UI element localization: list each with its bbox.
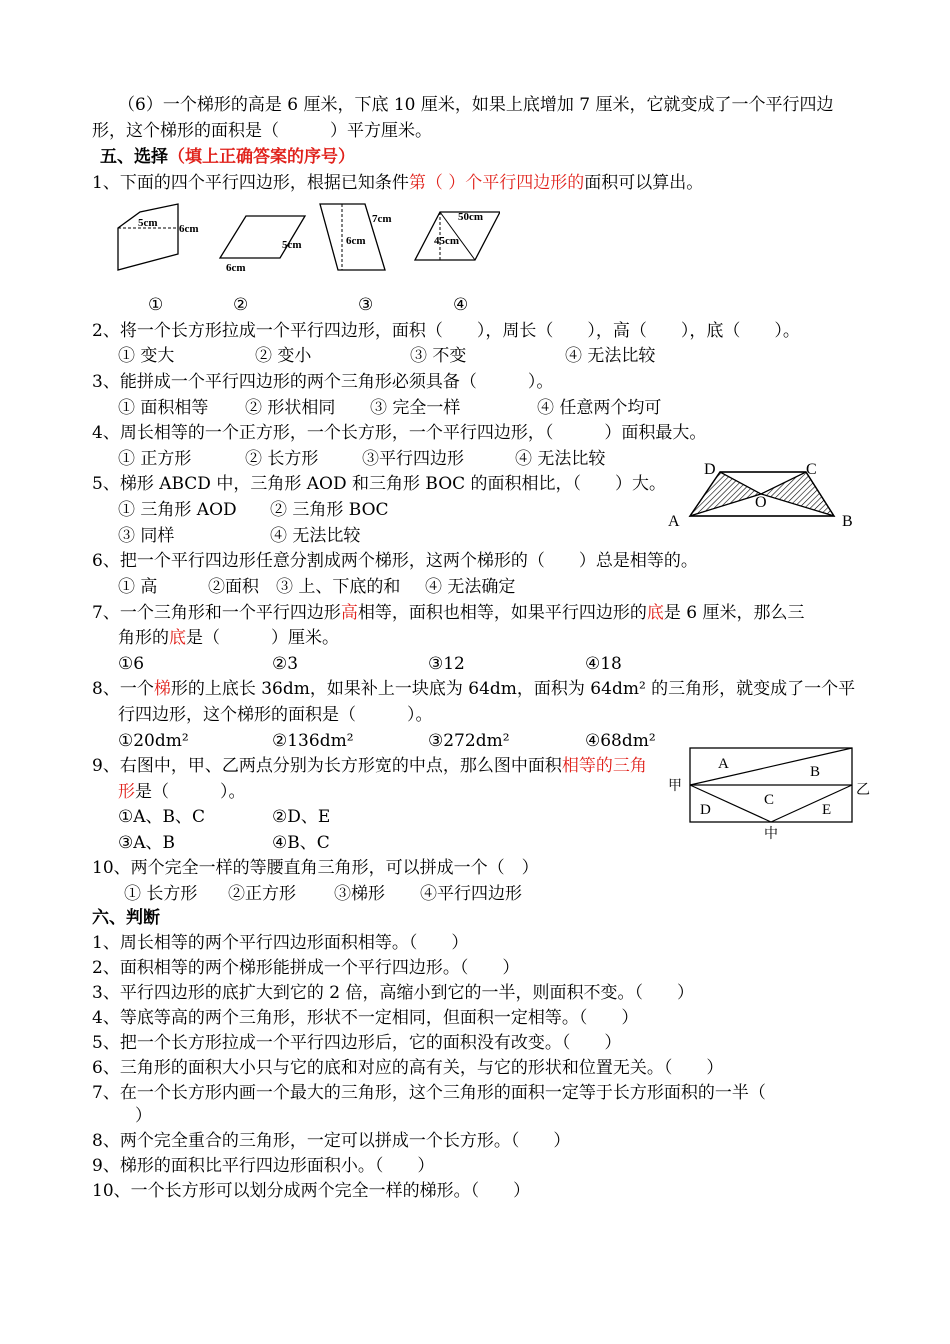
judge-item-4: 4、等底等高的两个三角形，形状不一定相同，但面积一定相等。（ ） — [92, 1008, 639, 1028]
region-a-label: A — [718, 756, 729, 772]
q9-option-2: ②D、E — [272, 807, 331, 827]
figure-1-shape — [118, 204, 178, 270]
q5-option-2: ② 三角形 BOC — [270, 500, 389, 520]
q3-text: 3、能拼成一个平行四边形的两个三角形必须具备（ ）。 — [92, 372, 554, 392]
q8-line1 — [92, 678, 855, 700]
q7-option-1: ①6 — [118, 654, 145, 674]
figure-2-label-b: 6cm — [226, 262, 246, 274]
q3-option-4: ④ 任意两个均可 — [537, 398, 662, 418]
q8-option-2: ②136dm² — [272, 731, 354, 751]
q9-part-d: 是（ ）。 — [135, 782, 246, 802]
q9-line1 — [92, 755, 647, 777]
q7-option-2: ②3 — [272, 654, 299, 674]
figure-2-number: ② — [233, 295, 249, 315]
q7-part-a: 7、一个三角形和一个平行四边形 — [92, 603, 341, 623]
q3-option-1: ① 面积相等 — [118, 398, 209, 418]
q2-option-2: ② 变小 — [255, 346, 312, 366]
judge-item-10: 10、一个长方形可以划分成两个完全一样的梯形。（ ） — [92, 1181, 531, 1201]
q7-part-b: 高 — [340, 603, 358, 623]
q1-part-b: 第（ ）个平行四边形的 — [408, 173, 585, 193]
q1-part-a: 1、下面的四个平行四边形，根据已知条件 — [92, 173, 409, 193]
point-c-label: C — [806, 461, 817, 478]
figure-1-label-b: 6cm — [179, 223, 199, 235]
q6-option-4: ④ 无法确定 — [425, 577, 516, 597]
q4-option-2: ② 长方形 — [245, 449, 319, 469]
q7-line1 — [92, 602, 804, 624]
judge-item-1: 1、周长相等的两个平行四边形面积相等。（ ） — [92, 933, 469, 953]
fill-question-6-line1: （6）一个梯形的高是 6 厘米，下底 10 厘米，如果上底增加 7 厘米，它就变成了一个平行四边 — [118, 95, 834, 115]
q2-text: 2、将一个长方形拉成一个平行四边形，面积（ ），周长（ ），高（ ），底（ ）。 — [92, 321, 800, 341]
section-5-title: 五、选择 — [100, 147, 168, 167]
judge-item-9: 9、梯形的面积比平行四边形面积小。（ ） — [92, 1156, 435, 1176]
section-5-title-note: （填上正确答案的序号） — [168, 147, 355, 167]
figure-3-number: ③ — [358, 295, 374, 315]
point-jia-label: 甲 — [668, 779, 682, 794]
figure-4-number: ④ — [453, 295, 469, 315]
q1-text — [92, 172, 703, 194]
figure-2-label-a: 5cm — [282, 239, 302, 251]
figure-3-label-a: 7cm — [372, 213, 392, 225]
q2-option-3: ③ 不变 — [410, 346, 467, 366]
q5-option-4: ④ 无法比较 — [270, 526, 361, 546]
figure-3-label-b: 6cm — [346, 235, 366, 247]
region-c-label: C — [764, 792, 775, 808]
q7-part-c: 相等，面积也相等，如果平行四边形的 — [357, 603, 647, 623]
rectangle-triangles-figure — [664, 744, 874, 844]
region-e-label: E — [822, 802, 832, 818]
point-zhong-label: 中 — [764, 827, 778, 842]
q3-option-2: ② 形状相同 — [245, 398, 336, 418]
q6-option-1: ① 高 — [118, 577, 158, 597]
trapezoid-abcd-figure — [664, 456, 864, 532]
q2-option-1: ① 变大 — [118, 346, 175, 366]
q10-text: 10、两个完全一样的等腰直角三角形，可以拼成一个（ ） — [92, 858, 539, 878]
q1-part-c: 面积可以算出。 — [584, 173, 704, 193]
q9-option-3: ③A、B — [118, 833, 176, 853]
point-a-label: A — [668, 513, 680, 530]
section-6-title: 六、判断 — [92, 908, 160, 928]
q7-part-g: 底 — [169, 628, 186, 648]
q8-part-c: 形的上底长 36dm，如果补上一块底为 64dm，面积为 64dm² 的三角形，就变成了一个平 — [170, 679, 856, 699]
q6-option-2: ②面积 — [208, 577, 259, 597]
q8-option-3: ③272dm² — [428, 731, 510, 751]
figure-4-label-a: 50cm — [458, 211, 484, 223]
judge-item-2: 2、面积相等的两个梯形能拼成一个平行四边形。（ ） — [92, 958, 520, 978]
region-b-label: B — [810, 764, 821, 780]
q10-option-4: ④平行四边形 — [420, 884, 522, 904]
q5-text: 5、梯形 ABCD 中，三角形 AOD 和三角形 BOC 的面积相比，（ ）大。 — [92, 474, 667, 494]
q3-option-3: ③ 完全一样 — [370, 398, 461, 418]
q7-option-3: ③12 — [428, 654, 465, 674]
figure-2-shape — [220, 216, 305, 258]
q5-option-1: ① 三角形 AOD — [118, 500, 237, 520]
q9-line2 — [118, 781, 246, 803]
q9-option-4: ④B、C — [272, 833, 330, 853]
judge-item-7-cont: ） — [118, 1106, 152, 1126]
judge-item-5: 5、把一个长方形拉成一个平行四边形后，它的面积没有改变。（ ） — [92, 1033, 622, 1053]
q7-line2 — [118, 627, 339, 649]
q2-option-4: ④ 无法比较 — [565, 346, 656, 366]
judge-item-8: 8、两个完全重合的三角形，一定可以拼成一个长方形。（ ） — [92, 1131, 571, 1151]
figure-1-label-a: 5cm — [138, 217, 158, 229]
q8-part-a: 8、一个 — [92, 679, 154, 699]
q4-option-4: ④ 无法比较 — [515, 449, 606, 469]
figure-1-number: ① — [148, 295, 164, 315]
q8-option-4: ④68dm² — [585, 731, 656, 751]
section-5-heading — [100, 146, 355, 168]
q8-option-1: ①20dm² — [118, 731, 189, 751]
q9-part-a: 9、右图中，甲、乙两点分别为长方形宽的中点，那么图中面积 — [92, 756, 562, 776]
parallelogram-figures — [110, 198, 500, 283]
judge-item-3: 3、平行四边形的底扩大到它的 2 倍，高缩小到它的一半，则面积不变。（ ） — [92, 983, 694, 1003]
q7-part-e: 是 6 厘米，那么三 — [663, 603, 805, 623]
q4-text: 4、周长相等的一个正方形，一个长方形，一个平行四边形，（ ）面积最大。 — [92, 423, 707, 443]
q7-part-h: 是（ ）厘米。 — [186, 628, 339, 648]
point-b-label: B — [842, 513, 853, 530]
q9-part-c: 形 — [118, 782, 135, 802]
q5-option-3: ③ 同样 — [118, 526, 175, 546]
q8-line2: 行四边形，这个梯形的面积是（ ）。 — [118, 705, 433, 725]
point-yi-label: 乙 — [856, 783, 870, 798]
region-d-label: D — [700, 802, 711, 818]
q6-option-3: ③ 上、下底的和 — [276, 577, 401, 597]
q7-part-d: 底 — [646, 603, 664, 623]
q9-part-b: 相等的三角 — [561, 756, 647, 776]
fill-question-6-line2: 形，这个梯形的面积是（ ）平方厘米。 — [92, 121, 432, 141]
q8-part-b: 梯 — [153, 679, 171, 699]
q10-option-3: ③梯形 — [334, 884, 385, 904]
judge-item-6: 6、三角形的面积大小只与它的底和对应的高有关，与它的形状和位置无关。（ ） — [92, 1058, 724, 1078]
q7-option-4: ④18 — [585, 654, 622, 674]
q4-option-3: ③平行四边形 — [362, 449, 464, 469]
q10-option-2: ②正方形 — [228, 884, 296, 904]
point-d-label: D — [704, 461, 716, 478]
q7-part-f: 角形的 — [118, 628, 169, 648]
q6-text: 6、把一个平行四边形任意分割成两个梯形，这两个梯形的（ ）总是相等的。 — [92, 551, 698, 571]
point-o-label: O — [755, 494, 767, 511]
q9-option-1: ①A、B、C — [118, 807, 206, 827]
figure-4-label-b: 45cm — [434, 235, 460, 247]
q10-option-1: ① 长方形 — [124, 884, 198, 904]
judge-item-7: 7、在一个长方形内画一个最大的三角形，这个三角形的面积一定等于长方形面积的一半（ — [92, 1083, 766, 1103]
q4-option-1: ① 正方形 — [118, 449, 192, 469]
